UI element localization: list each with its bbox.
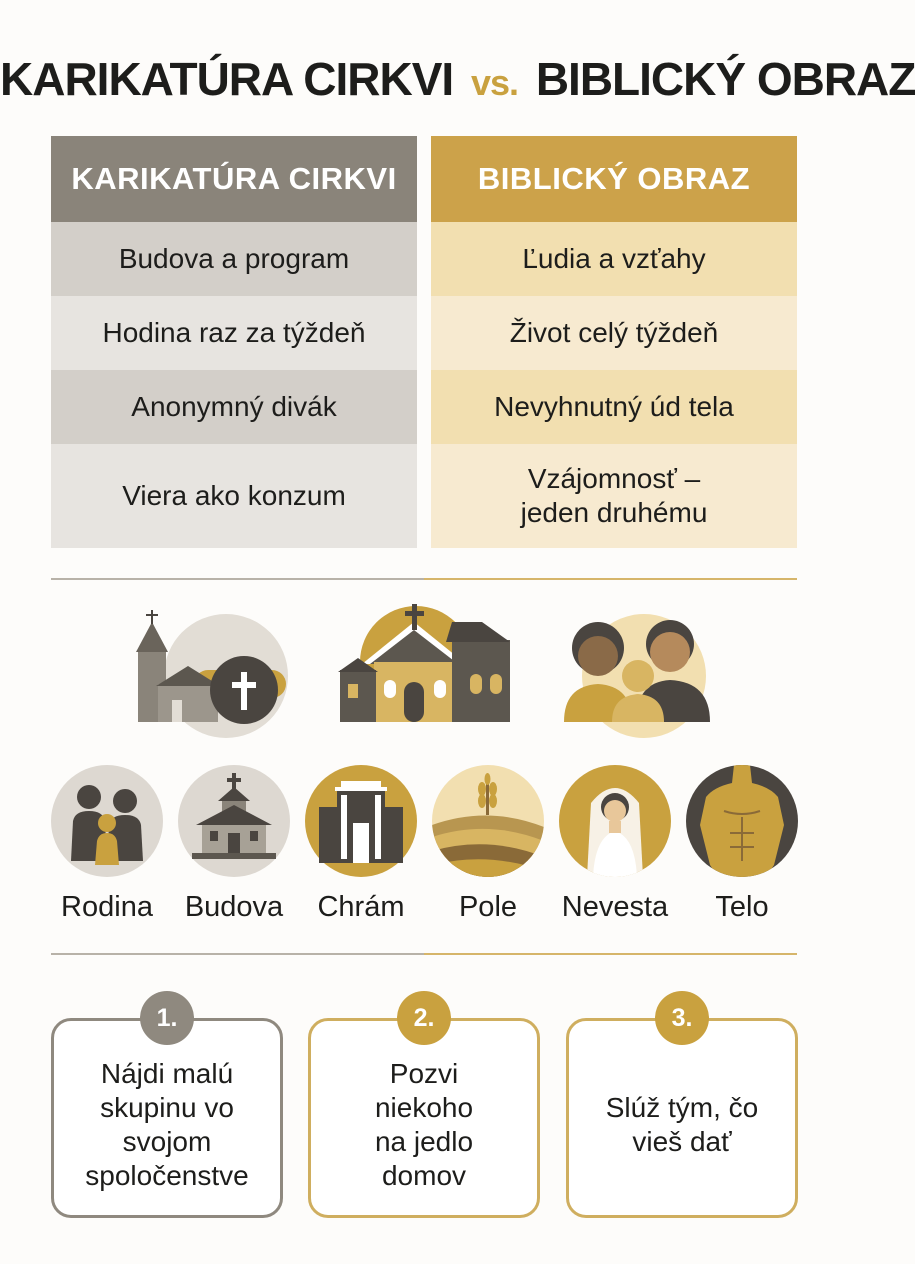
section-divider <box>51 953 797 955</box>
step-number-badge: 3. <box>655 991 709 1045</box>
people-family-icon <box>560 600 715 740</box>
image-label: Budova <box>184 891 284 923</box>
step-card <box>51 1018 283 1218</box>
section-divider <box>51 578 797 580</box>
step-number-badge: 2. <box>397 991 451 1045</box>
caricature-row: Hodina raz za týždeň <box>51 296 417 370</box>
biblical-row: Život celý týždeň <box>431 296 797 370</box>
step-card <box>566 1018 798 1218</box>
biblical-row: Nevyhnutný úd tela <box>431 370 797 444</box>
bride-icon <box>559 765 671 877</box>
image-label: Nevesta <box>561 891 669 923</box>
image-rodina <box>50 765 164 924</box>
title-right: BIBLICKÝ OBRAZ <box>535 53 915 105</box>
biblical-row: Vzájomnosť – jeden druhému <box>431 444 797 548</box>
step-card <box>308 1018 540 1218</box>
image-pole <box>431 765 545 924</box>
caricature-header: KARIKATÚRA CIRKVI <box>51 136 417 222</box>
caricature-row: Budova a program <box>51 222 417 296</box>
family-icon <box>51 765 163 877</box>
field-icon <box>432 765 544 877</box>
page-title <box>0 52 915 106</box>
building-icon <box>178 765 290 877</box>
image-label: Pole <box>458 891 518 923</box>
biblical-header: BIBLICKÝ OBRAZ <box>431 136 797 222</box>
title-vs: vs. <box>470 62 519 103</box>
caricature-row: Viera ako konzum <box>51 444 417 548</box>
biblical-column <box>431 136 797 548</box>
body-icon <box>686 765 798 877</box>
step-text: Nájdi malú skupinu vo svojom spoločenstve <box>85 1058 249 1191</box>
image-label: Rodina <box>61 891 153 923</box>
church-eyeglasses-icon <box>134 600 294 740</box>
caricature-column <box>51 136 417 548</box>
image-label: Chrám <box>317 891 405 923</box>
caricature-row: Anonymný divák <box>51 370 417 444</box>
biblical-row: Ľudia a vzťahy <box>431 222 797 296</box>
title-left: KARIKATÚRA CIRKVI <box>0 53 454 105</box>
image-nevesta <box>558 765 672 924</box>
image-chram <box>304 765 418 924</box>
temple-icon <box>305 765 417 877</box>
church-building-icon <box>334 600 514 730</box>
step-text: Pozvi niekoho na jedlo domov <box>374 1058 474 1191</box>
image-budova <box>177 765 291 924</box>
image-label: Telo <box>715 891 769 923</box>
image-telo <box>685 765 799 924</box>
step-number-badge: 1. <box>140 991 194 1045</box>
step-text: Slúž tým, čo vieš dať <box>605 1092 759 1157</box>
